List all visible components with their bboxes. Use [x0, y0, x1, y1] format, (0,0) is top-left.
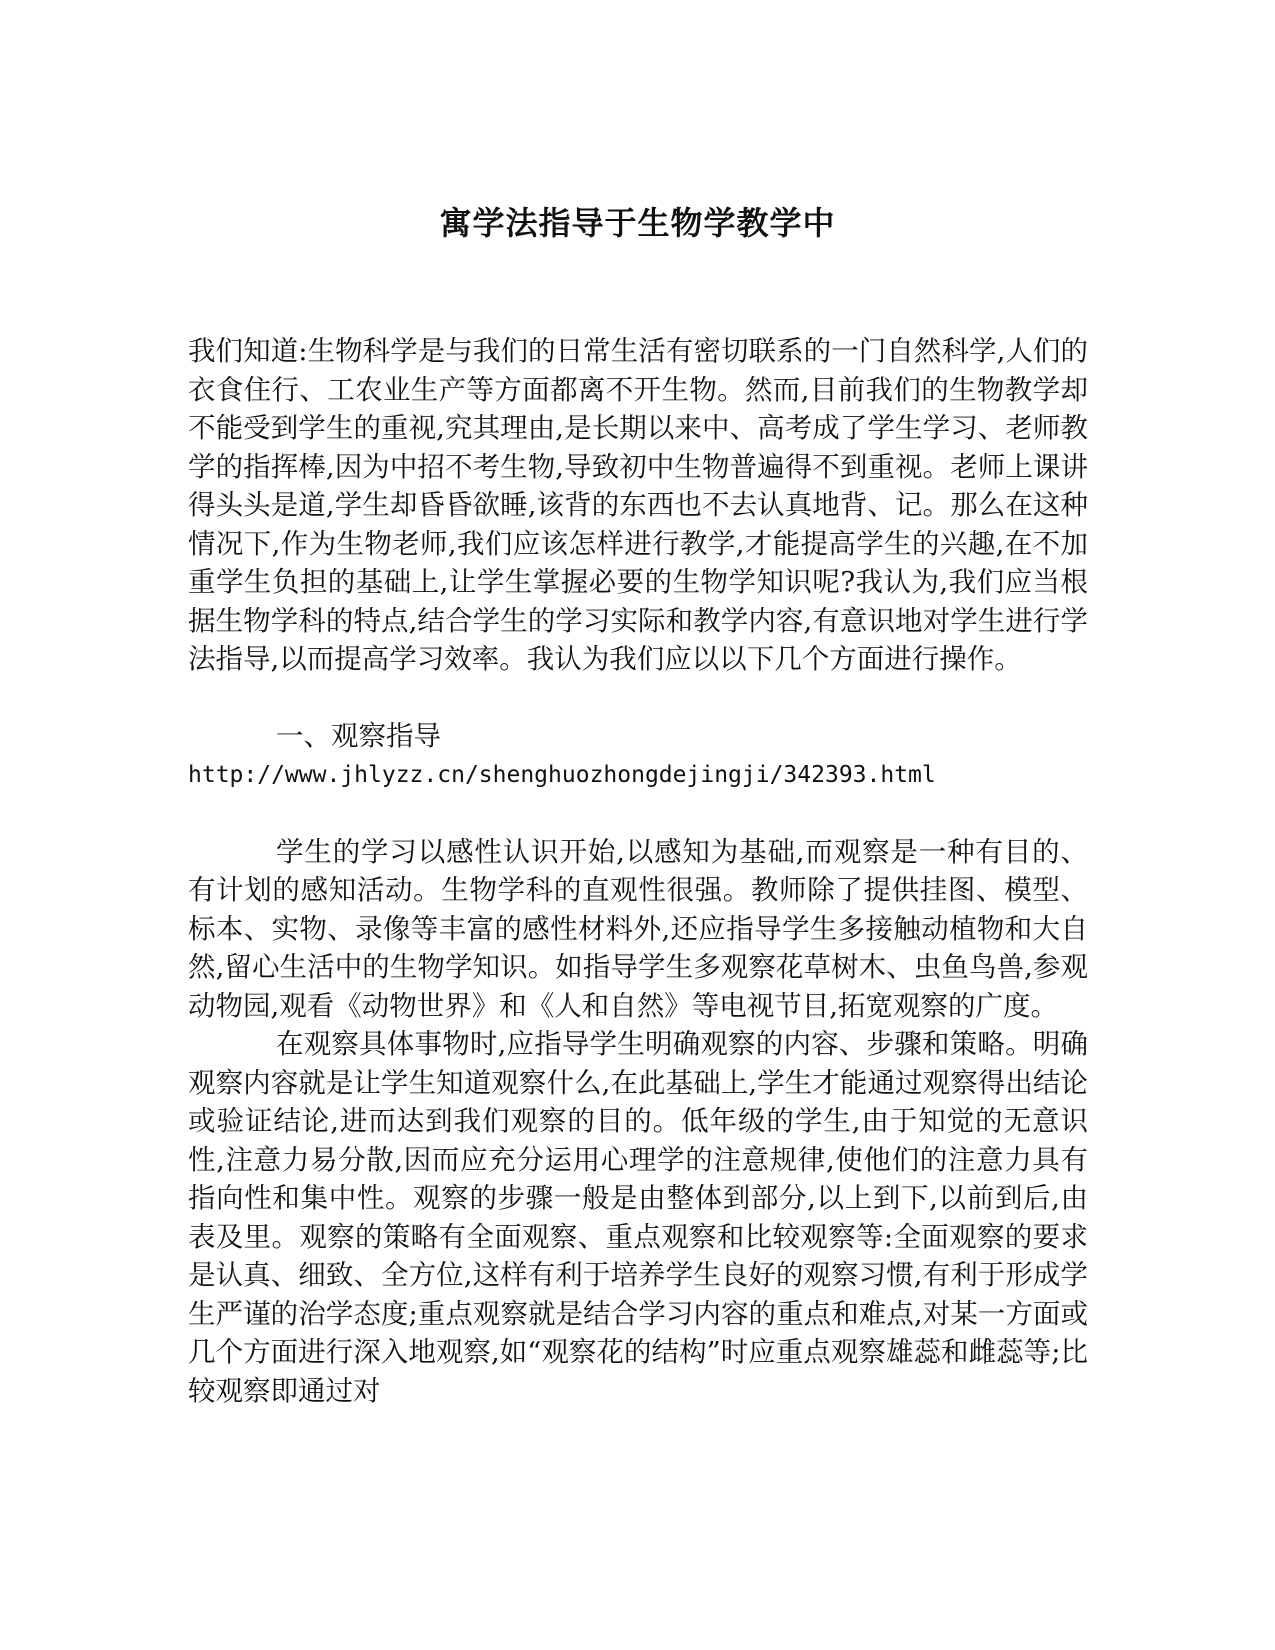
paragraph-spacer [188, 679, 1088, 718]
paragraph-spacer [188, 794, 1088, 833]
section-heading: 一、观察指导 [276, 720, 441, 752]
body-paragraph: 学生的学习以感性认识开始,以感知为基础,而观察是一种有目的、有计划的感知活动。生物学科的直观性很强。教师除了提供挂图、模型、标本、实物、录像等丰富的感性材料外,还应指导学生多接触动植物和大自然,留心生活中的生物学知识。如指导学生多观察花草树木、虫鱼鸟兽,参观动物园,观看《动物世界》和《人和自然》等电视节目,拓宽观察的广度。 [188, 835, 1088, 1022]
document-body [188, 332, 1088, 1410]
intro-paragraph: 我们知道:生物科学是与我们的日常生活有密切联系的一门自然科学,人们的衣食住行、工农业生产等方面都离不开生物。然而,目前我们的生物教学却不能受到学生的重视,究其理由,是长期以来中、高考成了学生学习、老师教学的指挥棒,因为中招不考生物,导致初中生物普遍得不到重视。老师上课讲得头头是道,学生却昏昏欲睡,该背的东西也不去认真地背、记。那么在这种情况下,作为生物老师,我们应该怎样进行教学,才能提高学生的兴趣,在不加重学生负担的基础上,让学生掌握必要的生物学知识呢?我认为,我们应当根据生物学科的特点,结合学生的学习实际和教学内容,有意识地对学生进行学法指导,以而提高学习效率。我认为我们应以以下几个方面进行操作。 [188, 335, 1088, 675]
body-paragraph: 在观察具体事物时,应指导学生明确观察的内容、步骤和策略。明确观察内容就是让学生知道观察什么,在此基础上,学生才能通过观察得出结论或验证结论,进而达到我们观察的目的。低年级的学生,由于知觉的无意识性,注意力易分散,因而应充分运用心理学的注意规律,使他们的注意力具有指向性和集中性。观察的步骤一般是由整体到部分,以上到下,以前到后,由表及里。观察的策略有全面观察、重点观察和比较观察等:全面观察的要求是认真、细致、全方位,这样有利于培养学生良好的观察习惯,有利于形成学生严谨的治学态度;重点观察就是结合学习内容的重点和难点,对某一方面或几个方面进行深入地观察,如“观察花的结构”时应重点观察雄蕊和雌蕊等;比较观察即通过对 [188, 1028, 1088, 1407]
source-url: http://www.jhlyzz.cn/shenghuozhongdejingji/342393.html [188, 761, 936, 788]
document-title: 寓学法指导于生物学教学中 [439, 204, 836, 242]
